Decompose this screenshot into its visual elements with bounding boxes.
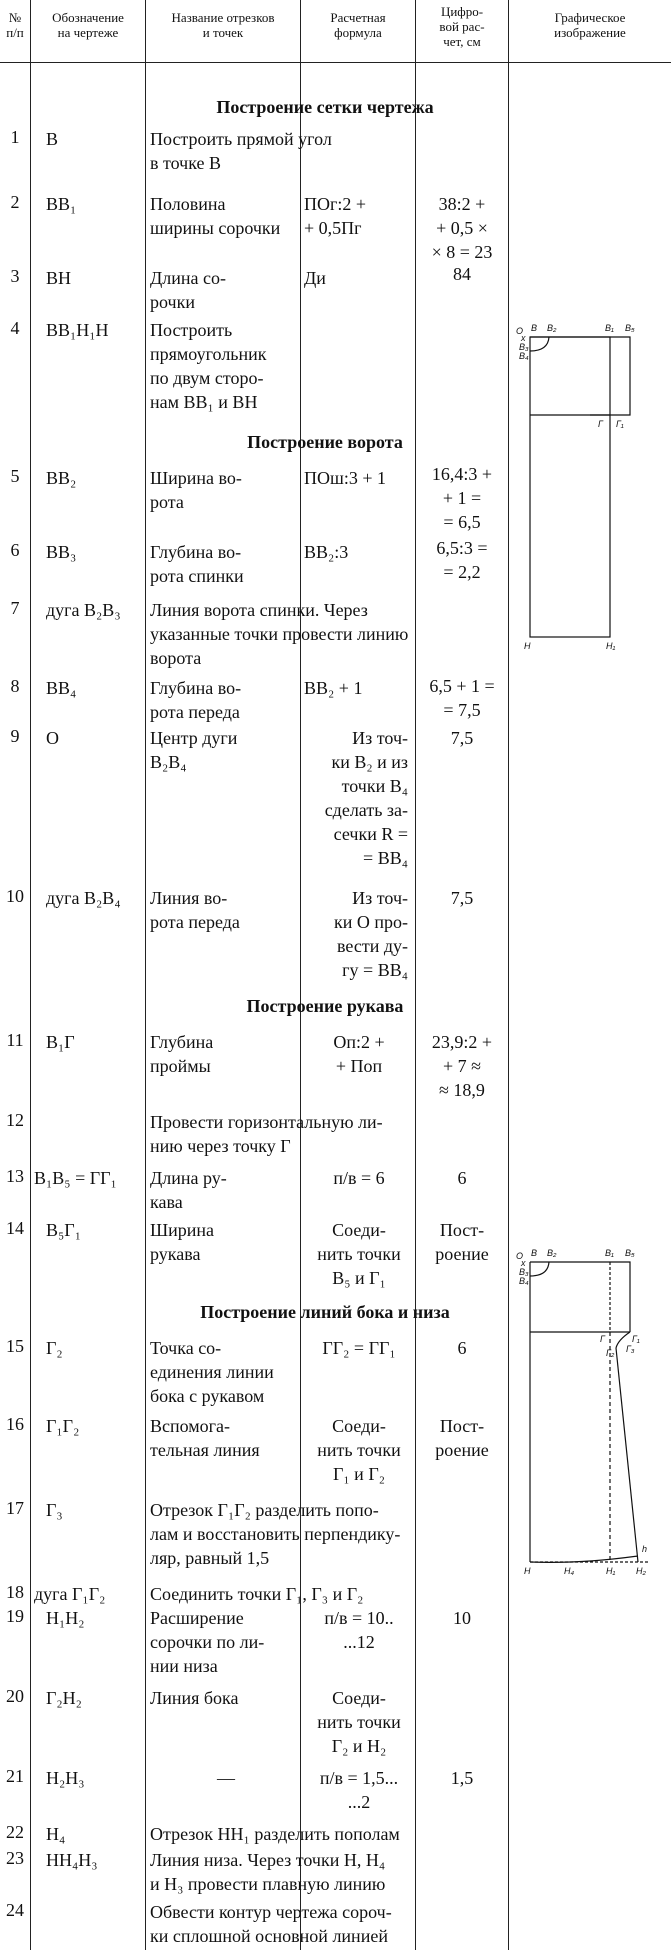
row-designation: Н₄ — [46, 1824, 66, 1844]
row-designation: В — [46, 129, 59, 149]
header-designation: Обозначение на чертеже — [52, 10, 124, 40]
pattern-drawing-side-hem — [510, 1240, 660, 1580]
row-name: — — [217, 1768, 235, 1788]
row-formula: Соеди- нить точки Г₂ и Н₂ — [317, 1688, 401, 1756]
label-G2: Г₂ — [606, 1348, 615, 1358]
row-name: Глубина проймы — [150, 1032, 214, 1076]
row-formula: ГГ₂ = ГГ₁ — [322, 1338, 396, 1358]
label-O: О — [516, 326, 524, 336]
row-formula: п/в = 6 — [333, 1168, 385, 1188]
section-title: Построение ворота — [247, 432, 403, 452]
row-name: Глубина во- рота спинки — [150, 542, 244, 586]
row-formula: ПОг:2 + + 0,5Пг — [304, 194, 367, 238]
row-name: Отрезок НН₁ разделить пополам — [150, 1824, 400, 1844]
label-B: В — [531, 323, 538, 333]
top-outline — [530, 1262, 630, 1332]
column-divider — [30, 0, 31, 1950]
row-designation: дуга В₂В₄ — [46, 888, 121, 908]
row-name: Длина ру- кава — [150, 1168, 227, 1212]
row-number: 9 — [10, 726, 20, 746]
row-number: 6 — [10, 540, 20, 560]
row-number: 4 — [10, 318, 20, 338]
row-number: 16 — [6, 1414, 24, 1434]
row-name: Линия бока — [150, 1688, 239, 1708]
row-designation: Н₂Н₃ — [46, 1768, 85, 1788]
label-B2: В₂ — [547, 323, 557, 333]
neckline-arc — [530, 337, 549, 351]
row-name: Линия ворота спинки. Через указанные точки провести линию ворота — [150, 600, 409, 668]
label-B: В — [531, 1248, 538, 1258]
row-number: 21 — [6, 1766, 24, 1786]
label-B1: В₁ — [605, 1248, 614, 1258]
label-B5: В₅ — [625, 323, 635, 333]
row-number: 7 — [10, 598, 20, 618]
row-calc: 38:2 + + 0,5 × × 8 = 23 — [431, 194, 493, 262]
row-calc: 23,9:2 + + 7 ≈ ≈ 18,9 — [431, 1032, 493, 1100]
label-G1: Г₁ — [632, 1334, 640, 1344]
label-x: х — [521, 1258, 526, 1268]
row-number: 17 — [6, 1498, 24, 1518]
row-name: Центр дуги В₂В₄ — [150, 728, 238, 772]
label-x: х — [521, 333, 526, 343]
label-O: О — [516, 1251, 524, 1261]
row-designation: ВВ₄ — [46, 678, 77, 698]
label-B3: В₃ — [519, 342, 529, 352]
side-seam-line — [616, 1348, 638, 1562]
row-designation: Г₁Г₂ — [46, 1416, 80, 1436]
row-number: 8 — [10, 676, 20, 696]
row-designation: ВВ₂ — [46, 468, 77, 488]
row-calc: Пост- роение — [435, 1416, 489, 1460]
row-formula: п/в = 1,5... ...2 — [319, 1768, 399, 1812]
row-number: 23 — [6, 1848, 24, 1868]
row-formula: Соеди- нить точки В₅ и Г₁ — [317, 1220, 401, 1288]
row-number: 14 — [6, 1218, 24, 1238]
header-num: № п/п — [6, 10, 24, 40]
row-formula: Соеди- нить точки Г₁ и Г₂ — [317, 1416, 401, 1484]
row-name: Соединить точки Г₁, Г₃ и Г₂ — [150, 1584, 364, 1604]
row-number: 15 — [6, 1336, 24, 1356]
header-calc: Цифро- вой рас- чет, см — [439, 4, 485, 49]
label-G: Г — [600, 1334, 605, 1344]
row-designation: В₁В₅ = ГГ₁ — [34, 1168, 117, 1188]
row-calc: 6,5 + 1 = = 7,5 — [429, 676, 495, 720]
row-name: Построить прямой угол в точке В — [150, 129, 332, 173]
header-graphic: Графическое изображение — [554, 10, 626, 40]
row-calc: 1,5 — [450, 1768, 474, 1788]
row-name: Линия низа. Через точки Н, Н₄ и Н₃ провести плавную линию — [150, 1850, 386, 1894]
header-name: Название отрезков и точек — [171, 10, 275, 40]
label-G3: Г₃ — [626, 1344, 635, 1354]
column-divider — [145, 0, 146, 1950]
label-B5: В₅ — [625, 1248, 635, 1258]
row-designation: ВВ₁ — [46, 194, 77, 214]
column-divider — [415, 0, 416, 1950]
row-name: Ширина рукава — [150, 1220, 215, 1264]
label-H: Н — [524, 641, 531, 651]
pattern-drawing-grid — [510, 315, 660, 655]
label-H4: Н₄ — [564, 1566, 575, 1576]
row-number: 24 — [6, 1900, 24, 1920]
row-formula: Ди — [304, 268, 326, 288]
row-number: 18 — [6, 1582, 24, 1602]
header-formula: Расчетная формула — [330, 10, 386, 40]
row-designation: О — [46, 728, 59, 748]
row-number: 10 — [6, 886, 24, 906]
row-designation: В₅Г₁ — [46, 1220, 81, 1240]
row-number: 11 — [6, 1030, 24, 1050]
label-H1: Н₁ — [606, 1566, 616, 1576]
row-calc: 6 — [457, 1168, 467, 1188]
label-B4: В₄ — [519, 351, 529, 361]
row-calc: 10 — [453, 1608, 471, 1628]
row-calc: 6 — [457, 1338, 467, 1358]
label-H: Н — [524, 1566, 531, 1576]
row-number: 2 — [10, 192, 20, 212]
row-calc: 7,5 — [450, 728, 474, 748]
label-h: h — [642, 1544, 648, 1554]
label-B4: В₄ — [519, 1276, 529, 1286]
row-formula: ПОш:3 + 1 — [304, 468, 387, 488]
row-calc: 6,5:3 = = 2,2 — [436, 538, 488, 582]
label-B3: В₃ — [519, 1267, 529, 1277]
row-designation: ВВ₃ — [46, 542, 77, 562]
row-number: 12 — [6, 1110, 24, 1130]
grid-rectangle — [530, 337, 610, 637]
row-name: Обвести контур чертежа сороч- ки сплошной основной линией — [150, 1902, 392, 1946]
row-calc: 7,5 — [450, 888, 474, 908]
row-number: 1 — [10, 127, 20, 147]
column-divider — [508, 0, 509, 1950]
label-G: Г — [598, 419, 603, 429]
section-title: Построение линий бока и низа — [200, 1302, 450, 1322]
row-name: Точка со- единения линии бока с рукавом — [150, 1338, 274, 1406]
row-name: Половина ширины сорочки — [150, 194, 281, 238]
row-designation: Г₃ — [46, 1500, 63, 1520]
neckline-arc — [530, 1262, 549, 1276]
row-name: Линия во- рота переда — [150, 888, 240, 932]
label-B2: В₂ — [547, 1248, 557, 1258]
section-title: Построение рукава — [246, 996, 404, 1016]
row-designation: Н₁Н₂ — [46, 1608, 85, 1628]
row-formula: Из точ- ки В₂ и из точки В₄ сделать за- сечки R = = ВВ₄ — [324, 728, 408, 868]
row-designation: ВВ₁Н₁Н — [46, 320, 109, 340]
row-designation: ВН — [46, 268, 72, 288]
row-number: 3 — [10, 266, 20, 286]
label-H2: Н₂ — [636, 1566, 646, 1576]
row-calc: Пост- роение — [435, 1220, 489, 1264]
row-calc: 16,4:3 + + 1 = = 6,5 — [431, 464, 493, 532]
row-number: 20 — [6, 1686, 24, 1706]
row-name: Вспомога- тельная линия — [150, 1416, 260, 1460]
row-name: Отрезок Г₁Г₂ разделить попо- лам и восстановить перпендику- ляр, равный 1,5 — [150, 1500, 401, 1568]
row-number: 5 — [10, 466, 20, 486]
row-designation: дуга Г₁Г₂ — [34, 1584, 106, 1604]
section-title: Построение сетки чертежа — [216, 97, 434, 117]
row-number: 22 — [6, 1822, 24, 1842]
row-formula: Из точ- ки О про- вести ду- гу = ВВ₄ — [333, 888, 408, 980]
row-number: 19 — [6, 1606, 24, 1626]
row-name: Расширение сорочки по ли- нии низа — [150, 1608, 265, 1676]
header-divider — [0, 62, 671, 63]
row-name: Длина со- рочки — [150, 268, 226, 312]
row-calc: 84 — [453, 264, 471, 284]
label-G1: Г₁ — [616, 419, 624, 429]
row-number: 13 — [6, 1166, 24, 1186]
row-designation: В₁Г — [46, 1032, 75, 1052]
row-name: Построить прямоугольник по двум сторо- нам ВВ₁ и ВН — [150, 320, 267, 412]
sleeve-outline — [530, 337, 630, 415]
row-name: Ширина во- рота — [150, 468, 242, 512]
row-name: Провести горизонтальную ли- нию через точку Г — [150, 1112, 383, 1156]
row-formula: Оп:2 + + Поп — [333, 1032, 385, 1076]
row-formula: ВВ₂:3 — [304, 542, 349, 562]
row-designation: дуга В₂В₃ — [46, 600, 121, 620]
label-H1: Н₁ — [606, 641, 616, 651]
row-designation: Г₂Н₂ — [46, 1688, 82, 1708]
row-formula: ВВ₂ + 1 — [304, 678, 363, 698]
row-designation: НН₄Н₃ — [46, 1850, 98, 1870]
row-name: Глубина во- рота переда — [150, 678, 242, 722]
row-designation: Г₂ — [46, 1338, 63, 1358]
row-formula: п/в = 10.. ...12 — [324, 1608, 394, 1652]
label-B1: В₁ — [605, 323, 614, 333]
